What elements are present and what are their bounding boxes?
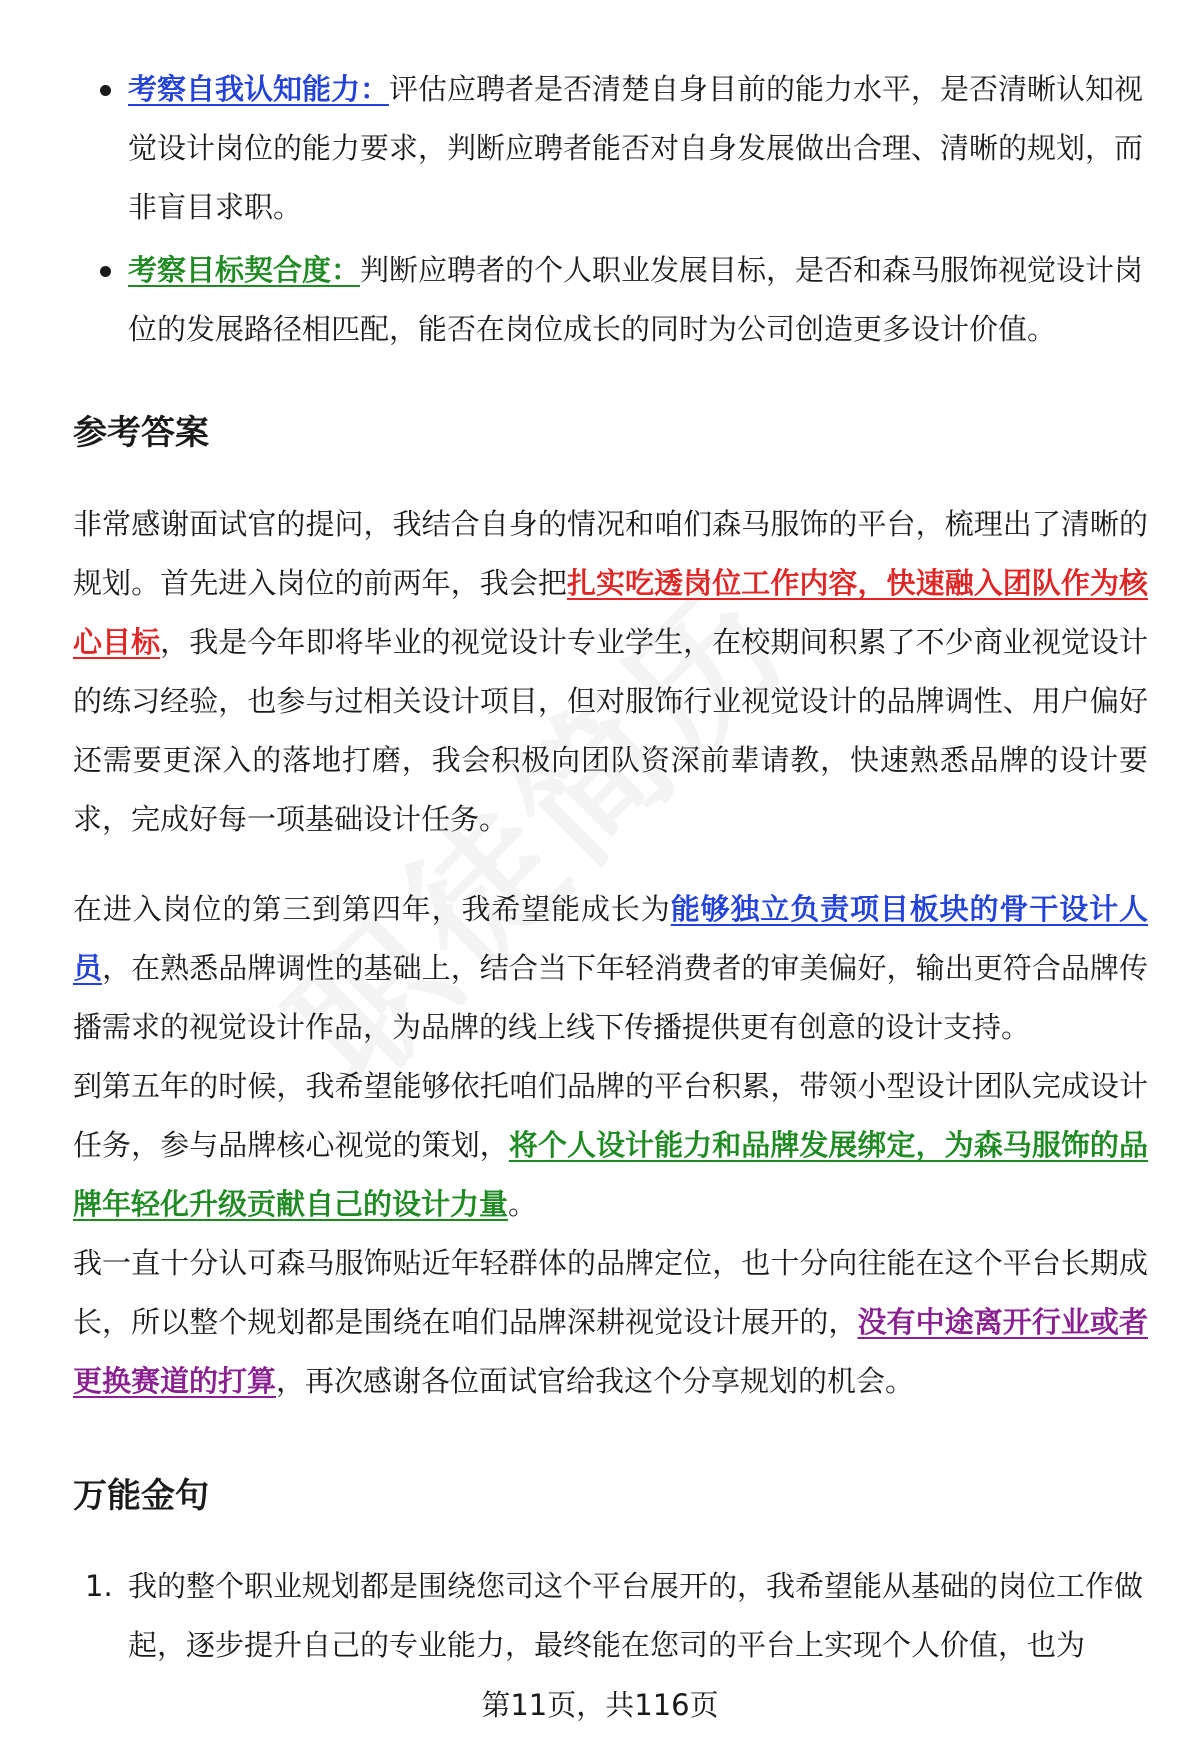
criteria-keyword: 考察自我认知能力： [128, 72, 390, 106]
criteria-text: 评估应聘者是否清楚自身目前的能力水平，是否清晰认知视觉设计岗位的能力要求，判断应聘者能否对自身发展做出合理、清晰的规划，而非盲目求职。 [128, 72, 1144, 224]
answer-paragraph-2 [73, 880, 1148, 1057]
highlight-text: 扎实吃透岗位工作内容，快速融入团队作为核心目标 [73, 566, 1148, 659]
highlight-text: 没有中途离开行业或者更换赛道的打算 [73, 1305, 1148, 1398]
criteria-keyword: 考察目标契合度： [128, 253, 361, 287]
answer-paragraph-1 [73, 495, 1148, 849]
bullet-dot-icon [100, 85, 111, 96]
list-item [100, 60, 1150, 237]
paragraph-text: 非常感谢面试官的提问，我结合自身的情况和咱们森马服饰的平台，梳理出了清晰的规划。首先进入岗位的前两年，我会把 [73, 507, 1148, 600]
answer-paragraph-3 [73, 1057, 1148, 1234]
paragraph-text: ，再次感谢各位面试官给我这个分享规划的机会。 [276, 1364, 915, 1398]
list-number: 1. [85, 1569, 113, 1603]
paragraph-text: 在进入岗位的第三到第四年，我希望能成长为 [73, 892, 671, 926]
criteria-text: 判断应聘者的个人职业发展目标，是否和森马服饰视觉设计岗位的发展路径相匹配，能否在岗位成长的同时为公司创造更多设计价值。 [128, 253, 1144, 346]
highlight-text: 能够独立负责项目板块的骨干设计人员 [73, 892, 1148, 985]
paragraph-text: ，我是今年即将毕业的视觉设计专业学生，在校期间积累了不少商业视觉设计的练习经验，也参与过相关设计项目，但对服饰行业视觉设计的品牌调性、用户偏好还需要更深入的落地打磨，我会积极向团队资深前辈请教，快速熟悉品牌的设计要求，完成好每一项基础设计任务。 [73, 625, 1148, 836]
paragraph-text: ，在熟悉品牌调性的基础上，结合当下年轻消费者的审美偏好，输出更符合品牌传播需求的视觉设计作品，为品牌的线上线下传播提供更有创意的设计支持。 [73, 951, 1148, 1044]
list-item [100, 241, 1150, 359]
highlight-text: 将个人设计能力和品牌发展绑定，为森马服饰的品牌年轻化升级贡献自己的设计力量 [73, 1128, 1148, 1221]
list-item [73, 1557, 1148, 1675]
answer-paragraph-4 [73, 1234, 1148, 1411]
paragraph-text: 到第五年的时候，我希望能够依托咱们品牌的平台积累，带领小型设计团队完成设计任务，参与品牌核心视觉的策划， [73, 1069, 1148, 1162]
section-heading-answer: 参考答案 [73, 413, 209, 453]
paragraph-text: 我一直十分认可森马服饰贴近年轻群体的品牌定位，也十分向往能在这个平台长期成长，所以整个规划都是围绕在咱们品牌深耕视觉设计展开的， [73, 1246, 1148, 1339]
bullet-dot-icon [100, 266, 111, 277]
golden-sentence-list [73, 1557, 1148, 1675]
criteria-list [100, 60, 1150, 363]
golden-sentence-text: 我的整个职业规划都是围绕您司这个平台展开的，我希望能从基础的岗位工作做起，逐步提升自己的专业能力，最终能在您司的平台上实现个人价值，也为 [128, 1569, 1144, 1662]
paragraph-text: 。 [508, 1187, 538, 1221]
page-footer: 第11页，共116页 [481, 1688, 719, 1722]
section-heading-golden: 万能金句 [73, 1476, 209, 1516]
